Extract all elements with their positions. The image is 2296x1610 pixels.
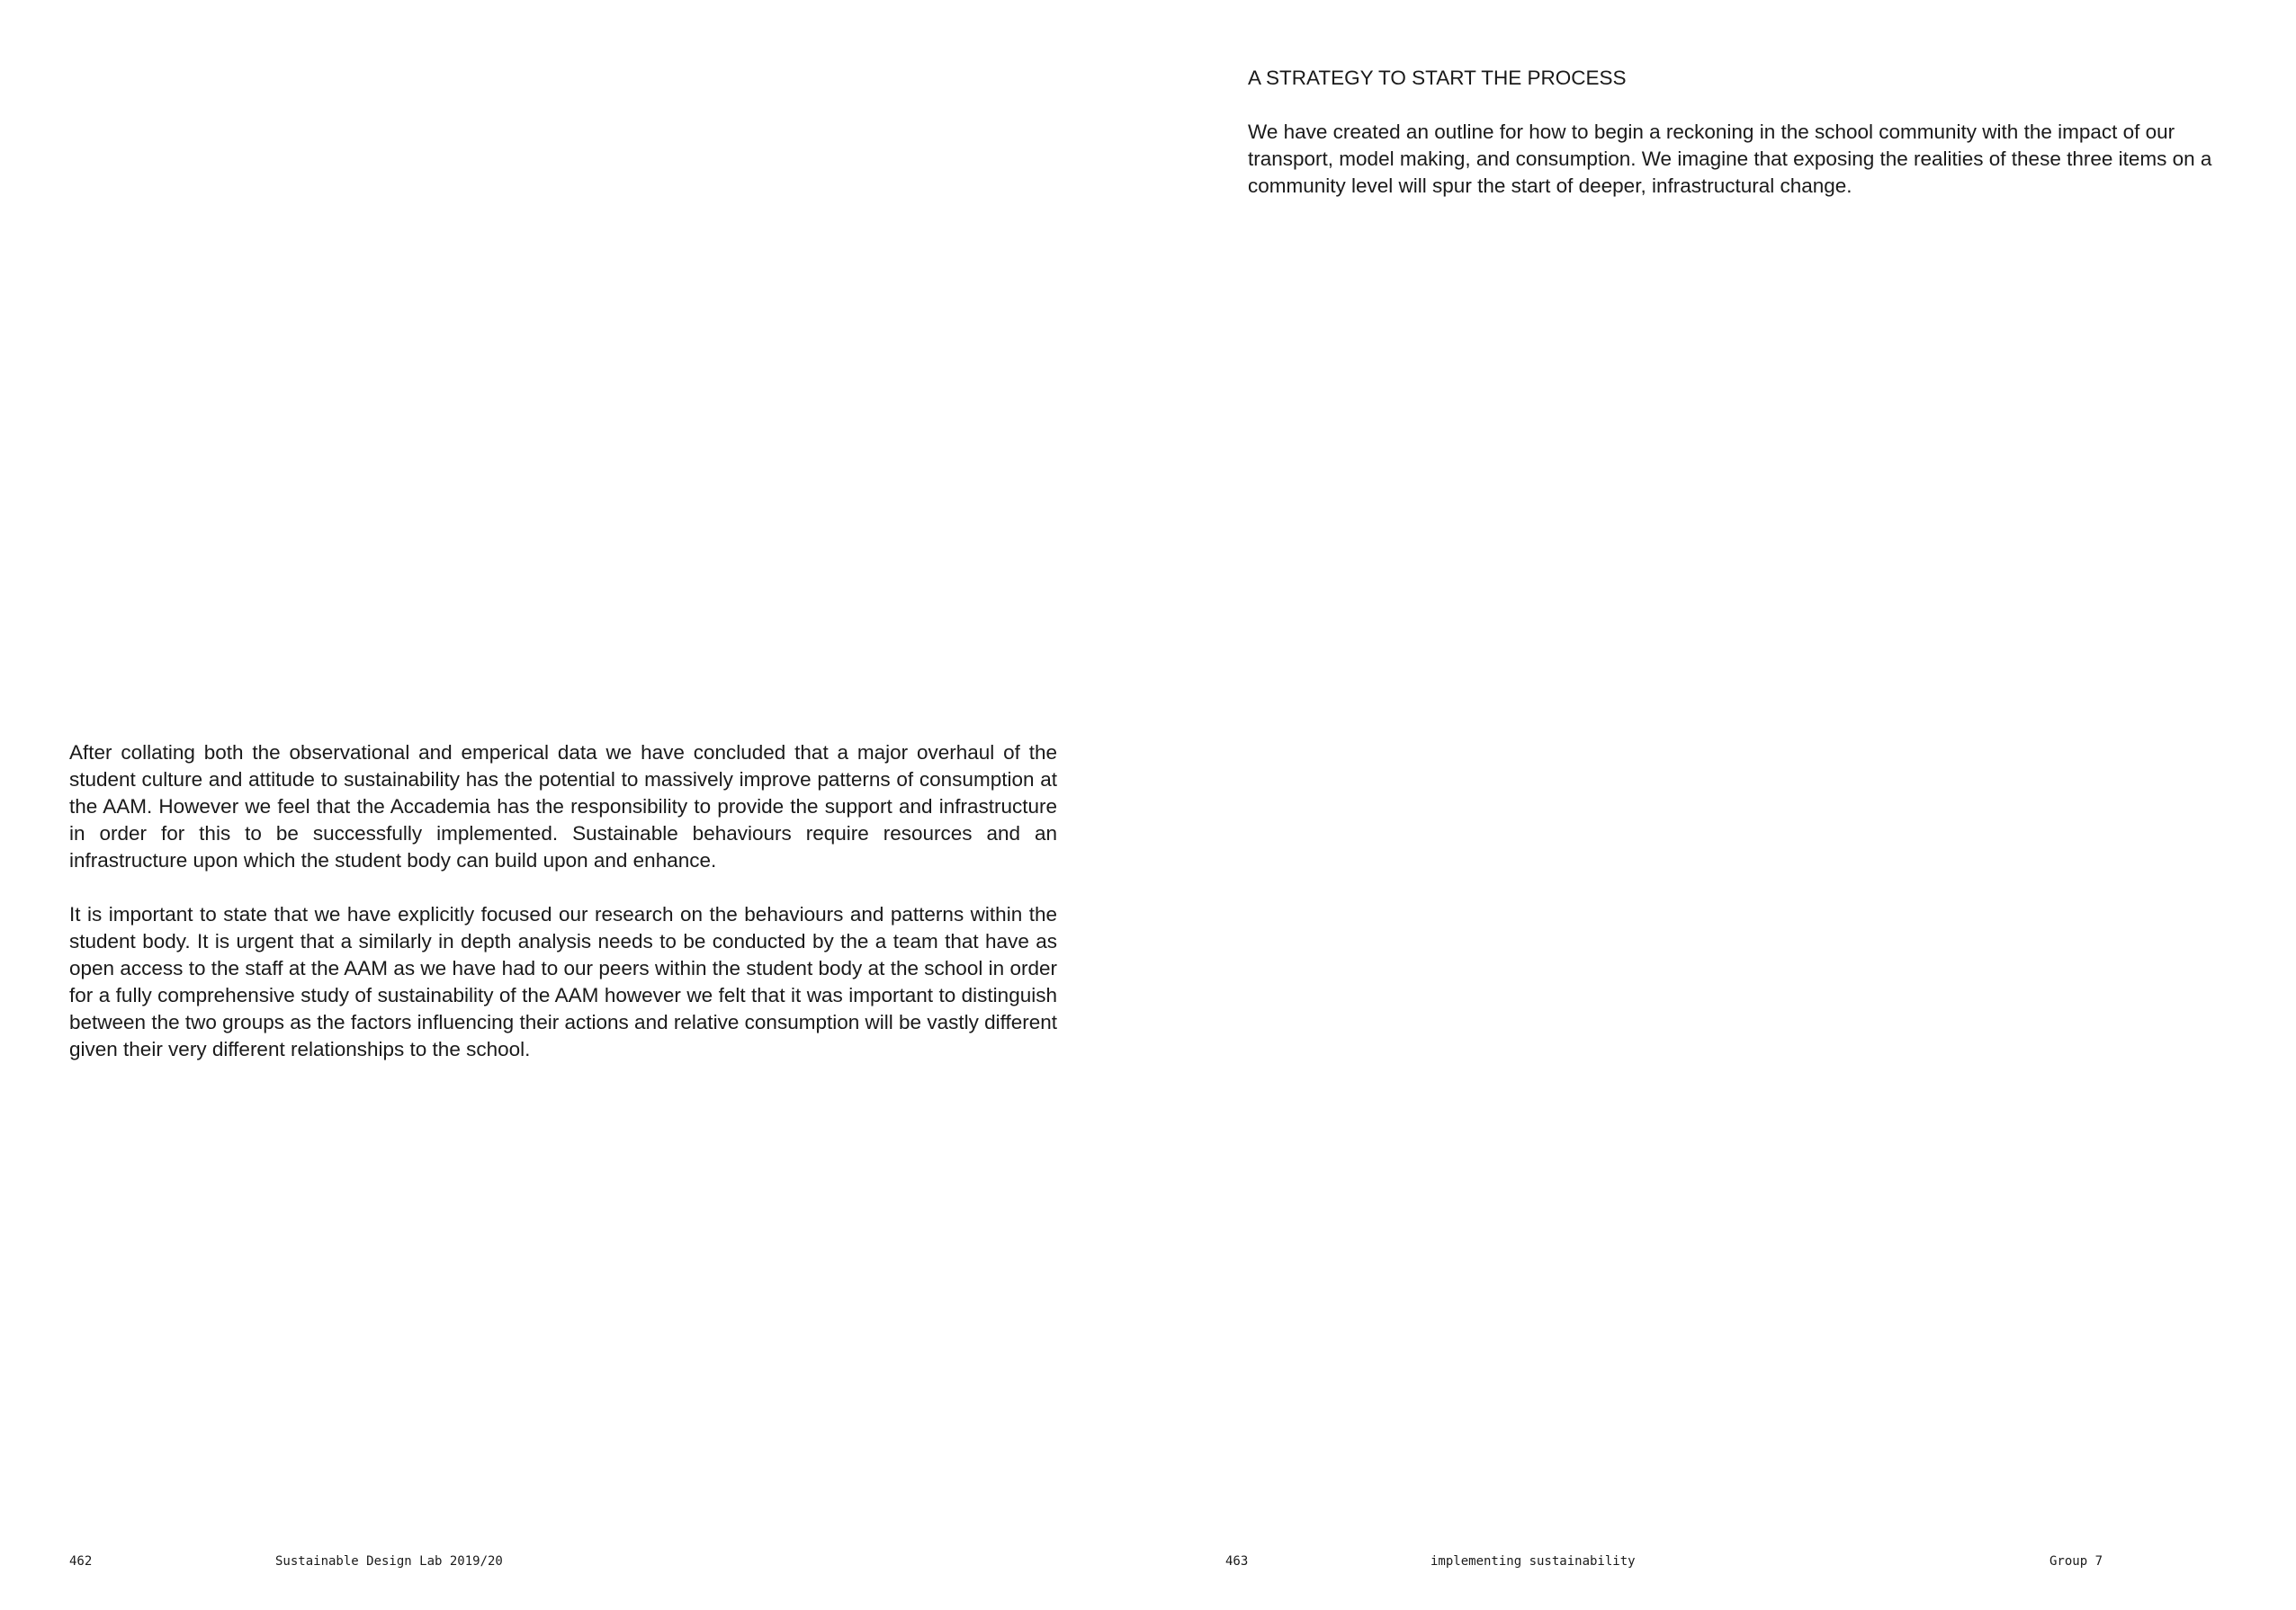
right-page <box>1148 0 2296 1610</box>
body-paragraph: After collating both the observational and emperical data we have concluded that a major overhaul of the student culture and attitude to sustainability has the potential to massively improve patterns of consumption at the AAM. However we feel that the Accademia has the responsibility to provide the support and infrastructure in order for this to be successfully implemented. Sustainable behaviours require resources and an infrastructure upon which the student body can build upon and enhance. <box>69 741 1057 872</box>
left-page-body <box>69 739 1057 1090</box>
body-paragraph: It is important to state that we have explicitly focused our research on the behaviours and patterns within the student body. It is urgent that a similarly in depth analysis needs to be conducted by the a team that have as open access to the staff at the AAM as we have had to our peers within the student body at the school in order for a fully comprehensive study of sustainability of the AAM however we felt that it was important to distinguish between the two groups as the factors influencing their actions and relative consumption will be vastly different given their very different relationships to the school. <box>69 903 1057 1060</box>
footer-group-label: Group 7 <box>2049 1554 2103 1569</box>
footer-section-title: implementing sustainability <box>1431 1554 1636 1569</box>
body-paragraph: We have created an outline for how to begin a reckoning in the school community with the impact of our transport, model making, and consumption. We imagine that exposing the realities of these three items on a community level will spur the start of deeper, infrastructural change. <box>1248 121 2212 197</box>
page-number: 463 <box>1225 1554 1249 1569</box>
page-number: 462 <box>69 1554 93 1569</box>
section-heading: A STRATEGY TO START THE PROCESS <box>1248 67 1627 89</box>
footer-publication-title: Sustainable Design Lab 2019/20 <box>275 1554 503 1569</box>
